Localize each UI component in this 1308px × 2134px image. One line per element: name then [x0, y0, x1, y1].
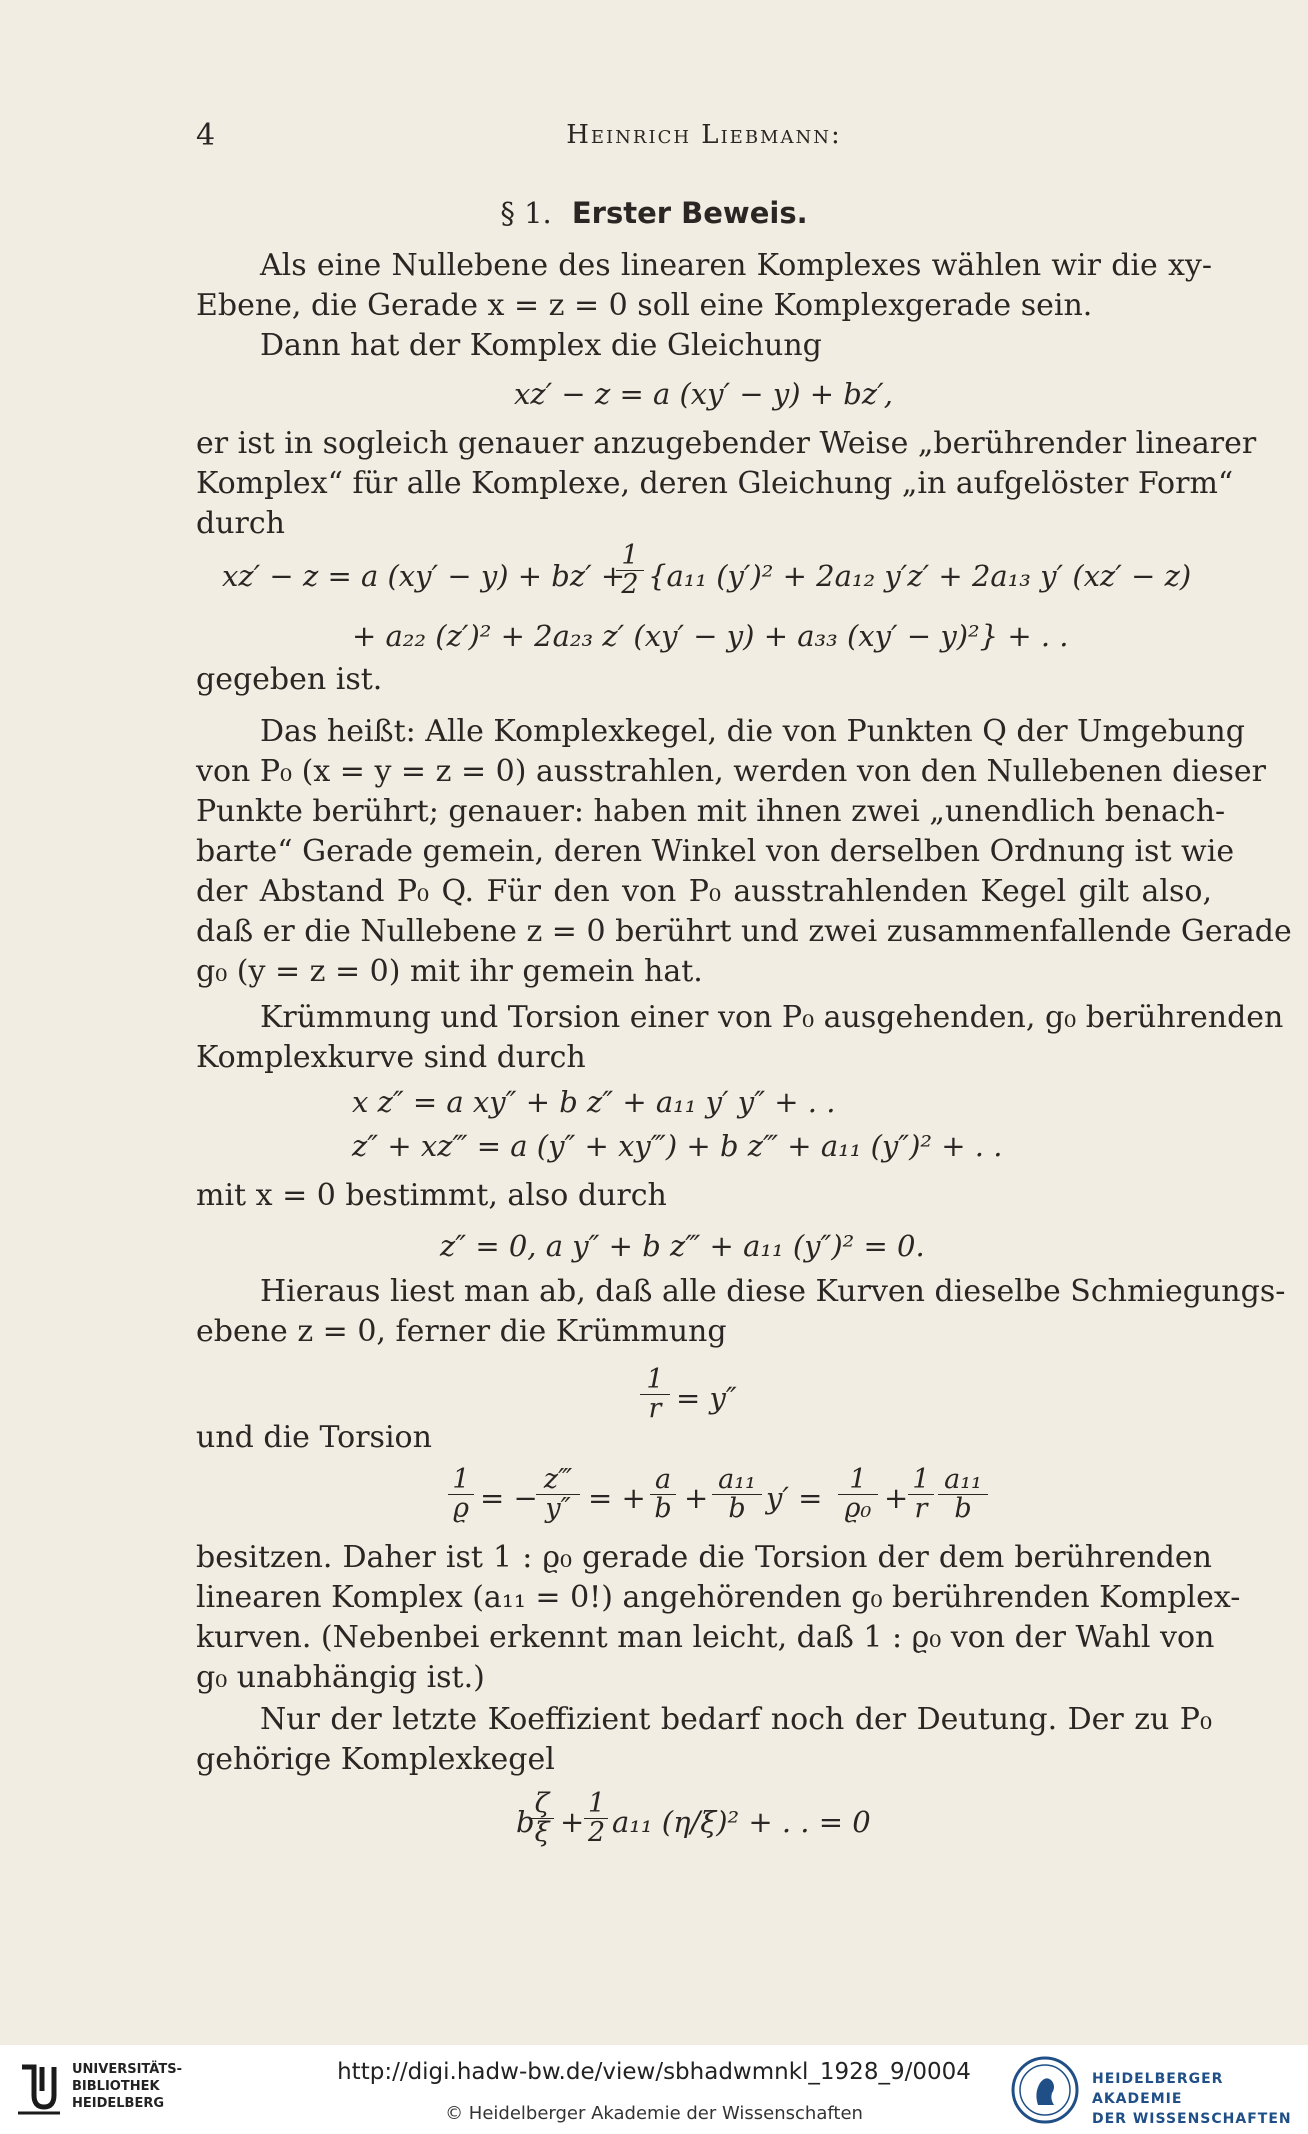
text-line: und die Torsion	[196, 1420, 432, 1455]
academy-label	[1092, 2069, 1308, 2129]
logo-text-line: DER WISSENSCHAFTEN	[1092, 2111, 1292, 2127]
equation-expansion-right: {a₁₁ (y′)² + 2a₁₂ y′z′ + 2a₁₃ y′ (xz′ − z)	[648, 559, 1192, 593]
equation-cone-b: b	[516, 1805, 535, 1839]
operator: +	[560, 1805, 585, 1839]
text-line: gehörige Komplexkegel	[196, 1742, 555, 1777]
numerator: 1	[908, 1466, 934, 1495]
equation-conditions: z″ = 0, a y″ + b z‴ + a₁₁ (y″)² = 0.	[440, 1229, 925, 1263]
text-line: gegeben ist.	[196, 662, 383, 697]
text-line: barte“ Gerade gemein, deren Winkel von derselben Ordnung ist wie	[196, 834, 1235, 869]
text-line: g₀ unabhängig ist.)	[196, 1660, 485, 1695]
text-line: Das heißt: Alle Komplexkegel, die von Punkten Q der Umgebung	[260, 714, 1245, 749]
equation-complex: xz′ − z = a (xy′ − y) + bz′,	[514, 377, 893, 411]
logo-text-line: BIBLIOTHEK	[72, 2079, 160, 2094]
numerator: 1	[616, 542, 644, 571]
text-line: Punkte berührt; genauer: haben mit ihnen zwei „unendlich benach-	[196, 794, 1226, 829]
text-line: linearen Komplex (a₁₁ = 0!) angehörenden g₀ berührenden Komplex-	[196, 1580, 1241, 1615]
text-line: Krümmung und Torsion einer von P₀ ausgehenden, g₀ berührenden	[260, 1000, 1284, 1035]
fraction	[712, 1466, 762, 1523]
denominator: 2	[588, 1817, 606, 1848]
equation-expansion-left: xz′ − z = a (xy′ − y) + bz′ +	[222, 559, 626, 593]
text-line: besitzen. Daher ist 1 : ϱ₀ gerade die Torsion der dem berührenden	[196, 1540, 1212, 1575]
denominator: r	[914, 1493, 928, 1524]
denominator: b	[954, 1493, 972, 1524]
equation-expansion-second-line: + a₂₂ (z′)² + 2a₂₃ z′ (xy′ − y) + a₃₃ (xy′ − y)²} + . .	[352, 619, 1069, 653]
numerator: ζ	[530, 1790, 554, 1819]
denominator: ϱ	[453, 1493, 469, 1524]
section-symbol: § 1.	[500, 196, 552, 230]
numerator: 1	[584, 1790, 608, 1819]
footer-bar	[0, 2045, 1308, 2134]
numerator: a₁₁	[712, 1466, 762, 1495]
text-line: Ebene, die Gerade x = z = 0 soll eine Komplexgerade sein.	[196, 288, 1093, 323]
denominator: 2	[621, 569, 639, 600]
denominator: b	[728, 1493, 746, 1524]
numerator: z‴	[536, 1466, 580, 1495]
text-line: der Abstand P₀ Q. Für den von P₀ ausstrahlenden Kegel gilt also,	[196, 874, 1212, 909]
fraction-one-half	[616, 542, 644, 599]
equation-cone-rest: a₁₁ (η/ξ)² + . . = 0	[612, 1805, 871, 1839]
section-heading	[0, 196, 1308, 230]
fraction	[530, 1790, 554, 1847]
page-header	[196, 118, 1212, 158]
fraction	[448, 1466, 474, 1523]
running-title: Heinrich Liebmann:	[566, 120, 842, 150]
text-line: Hieraus liest man ab, daß alle diese Kurven dieselbe Schmiegungs-	[260, 1274, 1286, 1309]
text-line: g₀ (y = z = 0) mit ihr gemein hat.	[196, 954, 703, 989]
text-line: mit x = 0 bestimmt, also durch	[196, 1178, 667, 1213]
operator: +	[884, 1481, 909, 1515]
fraction	[908, 1466, 934, 1523]
fraction-curvature	[640, 1366, 670, 1423]
text-line: Komplexkurve sind durch	[196, 1040, 586, 1075]
text-line: durch	[196, 506, 285, 541]
operator: = +	[588, 1481, 646, 1515]
section-title: Erster Beweis.	[571, 196, 808, 230]
text-line: von P₀ (x = y = z = 0) ausstrahlen, werden von den Nullebenen dieser	[196, 754, 1267, 789]
text-line: Dann hat der Komplex die Gleichung	[260, 328, 822, 363]
operator: = −	[480, 1481, 538, 1515]
academy-seal-icon	[1010, 2055, 1080, 2125]
text-line: kurven. (Nebenbei erkennt man leicht, daß 1 : ϱ₀ von der Wahl von	[196, 1620, 1215, 1655]
logo-text-line: HEIDELBERGER AKADEMIE	[1092, 2071, 1224, 2107]
page-number: 4	[196, 118, 216, 153]
denominator: b	[654, 1493, 672, 1524]
logo-text-line: HEIDELBERG	[72, 2096, 165, 2111]
equation-curve-2: z″ + xz‴ = a (y″ + xy‴) + b z‴ + a₁₁ (y″)² + . .	[352, 1129, 1003, 1163]
fraction	[838, 1466, 878, 1523]
text-line: Komplex“ für alle Komplexe, deren Gleichung „in aufgelöster Form“	[196, 466, 1234, 501]
logo-text-line: UNIVERSITÄTS-	[72, 2062, 182, 2077]
denominator: ϱ₀	[844, 1493, 872, 1524]
text-line: Als eine Nullebene des linearen Komplexes wählen wir die xy-	[260, 248, 1212, 283]
fraction	[938, 1466, 988, 1523]
numerator: a₁₁	[938, 1466, 988, 1495]
numerator: a	[650, 1466, 676, 1495]
text-line: Nur der letzte Koeffizient bedarf noch der Deutung. Der zu P₀	[260, 1702, 1212, 1737]
operator: +	[684, 1481, 709, 1515]
numerator: 1	[640, 1366, 670, 1395]
numerator: 1	[838, 1466, 878, 1495]
operator: y′ =	[766, 1481, 823, 1515]
fraction	[584, 1790, 608, 1847]
numerator: 1	[448, 1466, 474, 1495]
equation-curve-1: x z″ = a xy″ + b z″ + a₁₁ y′ y″ + . .	[352, 1085, 836, 1119]
fraction	[536, 1466, 580, 1523]
denominator: r	[648, 1393, 662, 1424]
text-line: daß er die Nullebene z = 0 berührt und zwei zusammenfallende Gerade	[196, 914, 1292, 949]
source-url-link[interactable]: http://digi.hadw-bw.de/view/sbhadwmnkl_1928_9/0004	[337, 2059, 971, 2085]
text-line: er ist in sogleich genauer anzugebender Weise „berührender linearer	[196, 426, 1257, 461]
denominator: y″	[545, 1493, 571, 1524]
equation-curvature-rhs: = y″	[676, 1381, 737, 1415]
copyright-notice: © Heidelberger Akademie der Wissenschaften	[445, 2103, 863, 2124]
fraction	[650, 1466, 676, 1523]
text-line: ebene z = 0, ferner die Krümmung	[196, 1314, 727, 1349]
denominator: ξ	[534, 1817, 550, 1848]
